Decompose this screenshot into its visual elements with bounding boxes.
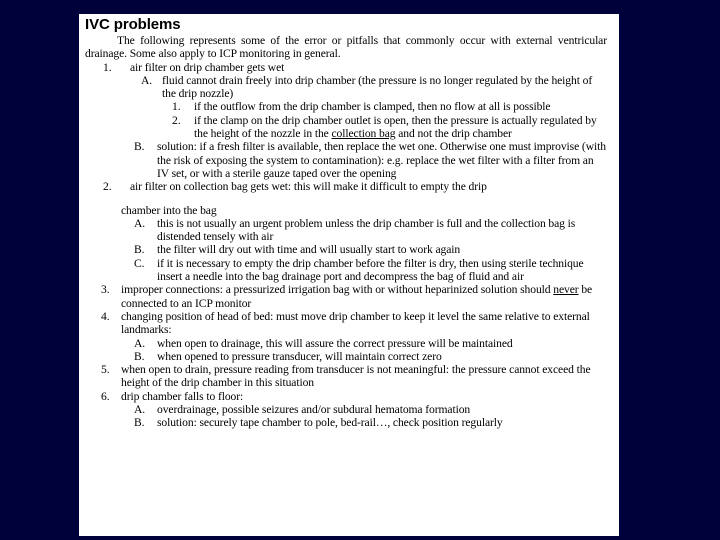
item-text: drip chamber falls to floor: <box>121 389 244 403</box>
item-text: if it is necessary to empty the drip chamber before the filter is dry, then using sterile technique insert a needle into the bag drainage port and decompress the bag of fluid and air <box>157 256 584 284</box>
item-text: air filter on drip chamber gets wet <box>130 60 285 74</box>
list-item-1b <box>85 140 607 180</box>
underlined-text: collection bag <box>331 127 396 141</box>
list-item-1 <box>85 61 607 74</box>
item-text: changing position of head of bed: must move drip chamber to keep it level the same relative to external landmarks: <box>121 309 590 337</box>
item-text: if the clamp on the drip chamber outlet is open, then the pressure is actually regulated by the height of the nozzle in the collection bag and not the drip chamber <box>194 113 597 141</box>
list-item-2b <box>85 243 607 256</box>
item-letter: B. <box>134 416 145 430</box>
item-number: 4. <box>101 309 110 323</box>
item-letter: A. <box>134 403 146 417</box>
item-number: 3. <box>101 283 110 297</box>
item-letter: A. <box>134 216 146 230</box>
item-text: if the outflow from the drip chamber is clamped, then no flow at all is possible <box>194 100 551 114</box>
item-text: solution: securely tape chamber to pole, bed-rail…, check position regularly <box>157 416 503 430</box>
intro-paragraph: The following represents some of the error or pitfalls that commonly occur with external ventricular drainage. Some also apply to ICP monitoring in general. <box>85 34 607 61</box>
list-item-4 <box>85 310 607 337</box>
item-letter: C. <box>134 256 145 270</box>
list-item-6a <box>85 403 607 416</box>
list-item-3 <box>85 283 607 310</box>
list-item-2-continued <box>85 204 607 217</box>
item-text: when open to drain, pressure reading from transducer is not meaningful: the pressure cannot exceed the height of the drip chamber in this situation <box>121 363 591 390</box>
item-letter: B. <box>134 349 145 363</box>
item-text: fluid cannot drain freely into drip chamber (the pressure is no longer regulated by the height of the drip nozzle) <box>162 73 593 101</box>
item-text: the filter will dry out with time and will usually start to work again <box>157 243 461 257</box>
item-number: 2. <box>103 180 112 194</box>
item-text: overdrainage, possible seizures and/or subdural hematoma formation <box>157 403 471 417</box>
list-item-1a2 <box>85 114 607 141</box>
list-item-2 <box>85 180 607 193</box>
document-page <box>79 14 619 536</box>
list-item-2a <box>85 217 607 244</box>
item-text: improper connections: a pressurized irrigation bag with or without heparinized solution should never be connected to an ICP monitor <box>121 283 593 310</box>
item-number: 1. <box>172 100 181 114</box>
item-number: 5. <box>101 363 110 377</box>
spacer <box>85 194 607 204</box>
item-text: chamber into the bag <box>121 203 217 217</box>
page-title: IVC problems <box>85 16 181 33</box>
list-item-6 <box>85 390 607 403</box>
list-item-2c <box>85 257 607 284</box>
item-text: this is not usually an urgent problem unless the drip chamber is full and the collection bag is distended tensely with air <box>157 216 576 244</box>
list-item-6b <box>85 416 607 429</box>
item-text: air filter on collection bag gets wet: this will make it difficult to empty the drip <box>130 180 487 194</box>
list-item-1a <box>85 74 607 101</box>
list-item-4a <box>85 337 607 350</box>
item-letter: B. <box>134 140 145 154</box>
list-item-5 <box>85 363 607 390</box>
item-number: 6. <box>101 389 110 403</box>
list-item-4b <box>85 350 607 363</box>
item-letter: A. <box>134 336 146 350</box>
item-text: when opened to pressure transducer, will maintain correct zero <box>157 349 442 363</box>
item-text: solution: if a fresh filter is available, then replace the wet one. Otherwise one must improvise (with the risk of exposing the system to contamination): e.g. replace the wet filter with a filter from an IV set, or with a sterile gauze taped over the opening <box>157 140 606 180</box>
item-number: 1. <box>103 60 112 74</box>
item-text: when open to drainage, this will assure the correct pressure will be maintained <box>157 336 513 350</box>
list-item-1a1 <box>85 100 607 113</box>
item-number: 2. <box>172 113 181 127</box>
item-letter: B. <box>134 243 145 257</box>
underlined-text: never <box>553 283 579 297</box>
item-letter: A. <box>141 73 153 87</box>
